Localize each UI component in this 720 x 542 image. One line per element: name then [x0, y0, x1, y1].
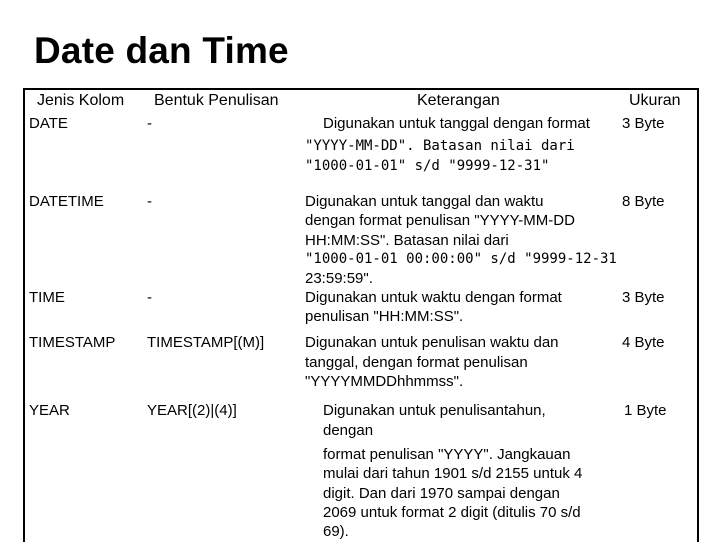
- cell-bentuk-penulisan: -: [147, 193, 152, 210]
- cell-keterangan-line: Digunakan untuk penulisan waktu dan: [305, 334, 559, 351]
- cell-keterangan-line: 69).: [323, 523, 349, 540]
- cell-jenis-kolom: DATE: [29, 115, 68, 132]
- cell-keterangan-line: "1000-01-01 00:00:00" s/d "9999-12-31: [305, 251, 617, 267]
- header-bentuk-penulisan: Bentuk Penulisan: [154, 92, 279, 109]
- cell-keterangan-line: mulai dari tahun 1901 s/d 2155 untuk 4: [323, 465, 583, 482]
- cell-keterangan-line: HH:MM:SS". Batasan nilai dari: [305, 232, 509, 249]
- header-keterangan: Keterangan: [417, 92, 500, 109]
- cell-keterangan-line: "YYYY-MM-DD". Batasan nilai dari: [305, 138, 575, 154]
- cell-keterangan-line: Digunakan untuk penulisantahun,: [323, 402, 546, 419]
- cell-jenis-kolom: YEAR: [29, 402, 70, 419]
- cell-keterangan-line: dengan format penulisan "YYYY-MM-DD: [305, 212, 575, 229]
- cell-bentuk-penulisan: -: [147, 115, 152, 132]
- cell-bentuk-penulisan: -: [147, 289, 152, 306]
- cell-ukuran: 8 Byte: [622, 193, 665, 210]
- cell-keterangan-line: Digunakan untuk tanggal dengan format: [323, 115, 590, 132]
- header-jenis-kolom: Jenis Kolom: [37, 92, 125, 109]
- cell-keterangan-line: digit. Dan dari 1970 sampai dengan: [323, 485, 560, 502]
- page-title: Date dan Time: [34, 30, 289, 71]
- cell-ukuran: 4 Byte: [622, 334, 665, 351]
- cell-keterangan-line: Digunakan untuk tanggal dan waktu: [305, 193, 544, 210]
- cell-jenis-kolom: TIMESTAMP: [29, 334, 116, 351]
- cell-keterangan-line: penulisan "HH:MM:SS".: [305, 308, 464, 325]
- cell-keterangan-line: "1000-01-01" s/d "9999-12-31": [305, 158, 550, 174]
- cell-ukuran: 3 Byte: [622, 115, 665, 132]
- cell-ukuran: 3 Byte: [622, 289, 665, 306]
- cell-bentuk-penulisan: YEAR[(2)|(4)]: [147, 402, 237, 419]
- cell-jenis-kolom: TIME: [29, 289, 65, 306]
- cell-keterangan-line: Digunakan untuk waktu dengan format: [305, 289, 562, 306]
- cell-ukuran: 1 Byte: [624, 402, 667, 419]
- cell-keterangan-line: 2069 untuk format 2 digit (ditulis 70 s/d: [323, 504, 581, 521]
- cell-jenis-kolom: DATETIME: [29, 193, 104, 210]
- header-ukuran: Ukuran: [629, 92, 681, 109]
- cell-keterangan-line: dengan: [323, 422, 374, 439]
- cell-keterangan-line: 23:59:59".: [305, 270, 373, 287]
- cell-keterangan-line: format penulisan "YYYY". Jangkauan: [323, 446, 571, 463]
- cell-keterangan-line: "YYYYMMDDhhmmss".: [305, 373, 464, 390]
- cell-bentuk-penulisan: TIMESTAMP[(M)]: [147, 334, 265, 351]
- cell-keterangan-line: tanggal, dengan format penulisan: [305, 354, 528, 371]
